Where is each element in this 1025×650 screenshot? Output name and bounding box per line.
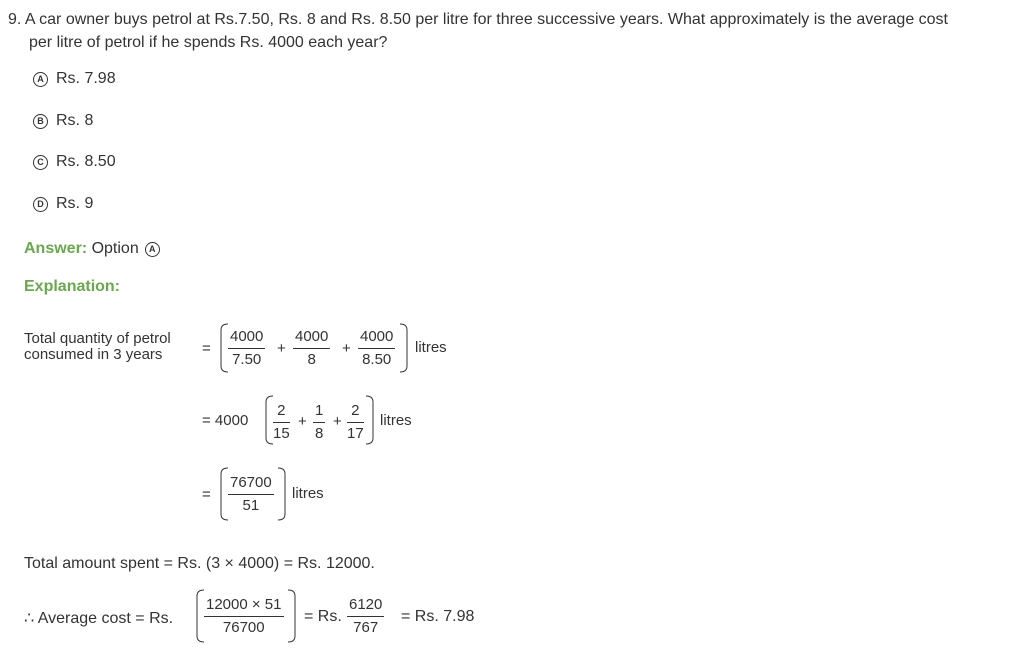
step3-frac bbox=[228, 474, 274, 515]
step2-frac1-den: 15 bbox=[273, 425, 290, 442]
avg-frac2-den: 767 bbox=[353, 619, 379, 636]
step2-plus1: + bbox=[298, 413, 307, 430]
step1-frac3 bbox=[358, 328, 395, 369]
avg-frac2 bbox=[347, 596, 384, 637]
explanation-label: Explanation: bbox=[24, 278, 121, 295]
answer-line bbox=[24, 240, 160, 258]
step1-lhs bbox=[24, 331, 171, 363]
step1-plus2: + bbox=[342, 340, 351, 357]
step2-prefix: = 4000 bbox=[202, 412, 249, 429]
step1-equals: = bbox=[202, 340, 211, 357]
step1-frac2-num: 4000 bbox=[293, 328, 330, 349]
step1-right-paren bbox=[398, 322, 408, 374]
step3-right-paren bbox=[276, 466, 286, 522]
option-d-text: Rs. 9 bbox=[56, 195, 94, 212]
option-b-text: Rs. 8 bbox=[56, 112, 94, 129]
question-number: 9. bbox=[8, 11, 22, 28]
step2-plus2: + bbox=[333, 413, 342, 430]
step1-frac3-den: 8.50 bbox=[362, 351, 392, 368]
step2-frac3 bbox=[347, 402, 364, 443]
step2-frac1 bbox=[273, 402, 290, 443]
avg-right-paren bbox=[286, 588, 296, 644]
step1-frac2 bbox=[293, 328, 330, 369]
question-line1: A car owner buys petrol at Rs.7.50, Rs. 8 and Rs. 8.50 per litre for three successive years. What approximately is the average cost bbox=[24, 11, 948, 28]
option-c[interactable] bbox=[33, 153, 116, 171]
step1-frac1-num: 4000 bbox=[228, 328, 265, 349]
step2-frac1-num: 2 bbox=[273, 402, 290, 423]
step3-unit: litres bbox=[292, 485, 324, 502]
option-a-badge: A bbox=[33, 72, 48, 87]
total-spent: Total amount spent = Rs. (3 × 4000) = Rs. 12000. bbox=[24, 555, 375, 572]
avg-prefix: ∴ Average cost = Rs. bbox=[24, 610, 174, 627]
question-line2: per litre of petrol if he spends Rs. 4000 each year? bbox=[29, 34, 388, 51]
question-text bbox=[8, 8, 1013, 54]
avg-mid: = Rs. bbox=[304, 608, 342, 625]
step1-frac1 bbox=[228, 328, 265, 369]
option-d-badge: D bbox=[33, 197, 48, 212]
option-c-badge: C bbox=[33, 155, 48, 170]
option-d[interactable] bbox=[33, 195, 93, 213]
answer-label: Answer: bbox=[24, 240, 88, 257]
answer-text: Option bbox=[91, 240, 139, 257]
step1-frac3-num: 4000 bbox=[358, 328, 395, 349]
answer-badge: A bbox=[145, 242, 160, 257]
step3-equals: = bbox=[202, 486, 211, 503]
step2-frac2-den: 8 bbox=[315, 425, 324, 442]
step2-frac3-num: 2 bbox=[347, 402, 364, 423]
step1-lhs-line1: Total quantity of petrol bbox=[24, 330, 171, 347]
option-b[interactable] bbox=[33, 112, 93, 130]
step3-frac-num: 76700 bbox=[228, 474, 274, 495]
option-a-text: Rs. 7.98 bbox=[56, 70, 116, 87]
avg-frac1-num: 12000 × 51 bbox=[204, 596, 284, 617]
step1-plus1: + bbox=[277, 340, 286, 357]
step2-frac2-num: 1 bbox=[313, 402, 325, 423]
step1-frac2-den: 8 bbox=[307, 351, 316, 368]
step2-frac2 bbox=[313, 402, 325, 443]
avg-frac2-num: 6120 bbox=[347, 596, 384, 617]
step2-right-paren bbox=[364, 394, 374, 446]
avg-frac1 bbox=[204, 596, 284, 637]
step1-unit: litres bbox=[415, 339, 447, 356]
option-a[interactable] bbox=[33, 70, 116, 88]
avg-frac1-den: 76700 bbox=[222, 619, 265, 636]
step3-frac-den: 51 bbox=[242, 497, 260, 514]
step1-lhs-line2: consumed in 3 years bbox=[24, 346, 163, 363]
option-b-badge: B bbox=[33, 114, 48, 129]
step2-unit: litres bbox=[380, 412, 412, 429]
option-c-text: Rs. 8.50 bbox=[56, 153, 116, 170]
step1-frac1-den: 7.50 bbox=[232, 351, 262, 368]
step2-frac3-den: 17 bbox=[347, 425, 364, 442]
avg-result: = Rs. 7.98 bbox=[401, 608, 475, 625]
